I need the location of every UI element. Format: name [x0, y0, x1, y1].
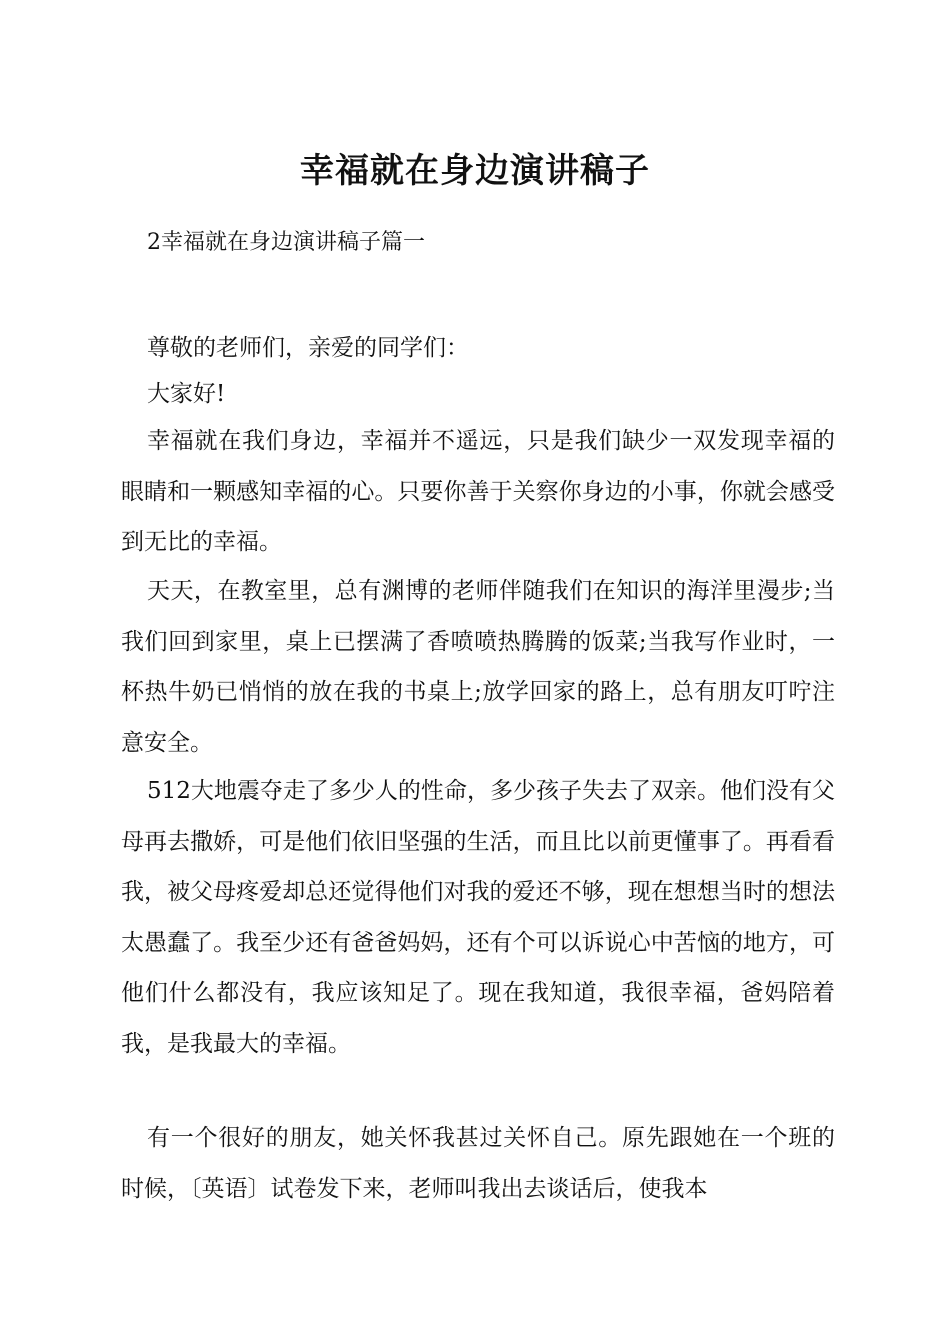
paragraph-body-1: 幸福就在我们身边，幸福并不遥远，只是我们缺少一双发现幸福的眼睛和一颗感知幸福的心。只要你善于关察你身边的小事，你就会感受到无比的幸福。 [121, 428, 835, 556]
paragraph-body-2: 天天，在教室里，总有渊博的老师伴随我们在知识的海洋里漫步;当我们回到家里，桌上已摆满了香喷喷热腾腾的饭菜;当我写作业时，一杯热牛奶已悄悄的放在我的书桌上;放学回家的路上，总有朋友叮咛注意安全。 [121, 578, 835, 756]
paragraph-body-4: 有一个很好的朋友，她关怀我甚过关怀自己。原先跟她在一个班的时候，〔英语〕试卷发下来，老师叫我出去谈话后，使我本 [121, 1125, 835, 1202]
paragraph-body-3: 512大地震夺走了多少人的性命，多少孩子失去了双亲。他们没有父母再去撒娇，可是他们依旧坚强的生活，而且比以前更懂事了。再看看我，被父母疼爱却总还觉得他们对我的爱还不够，现在想想当时的想法太愚蠢了。我至少还有爸爸妈妈，还有个可以诉说心中苦恼的地方，可他们什么都没有，我应该知足了。现在我知道，我很幸福，爸妈陪着我，是我最大的幸福。 [121, 778, 835, 1057]
document-title: 幸福就在身边演讲稿子 [300, 151, 650, 191]
paragraph-salutation: 尊敬的老师们，亲爱的同学们： [147, 335, 469, 361]
paragraph-greeting: 大家好! [147, 381, 226, 407]
document-subtitle: 2幸福就在身边演讲稿子篇一 [147, 230, 425, 255]
